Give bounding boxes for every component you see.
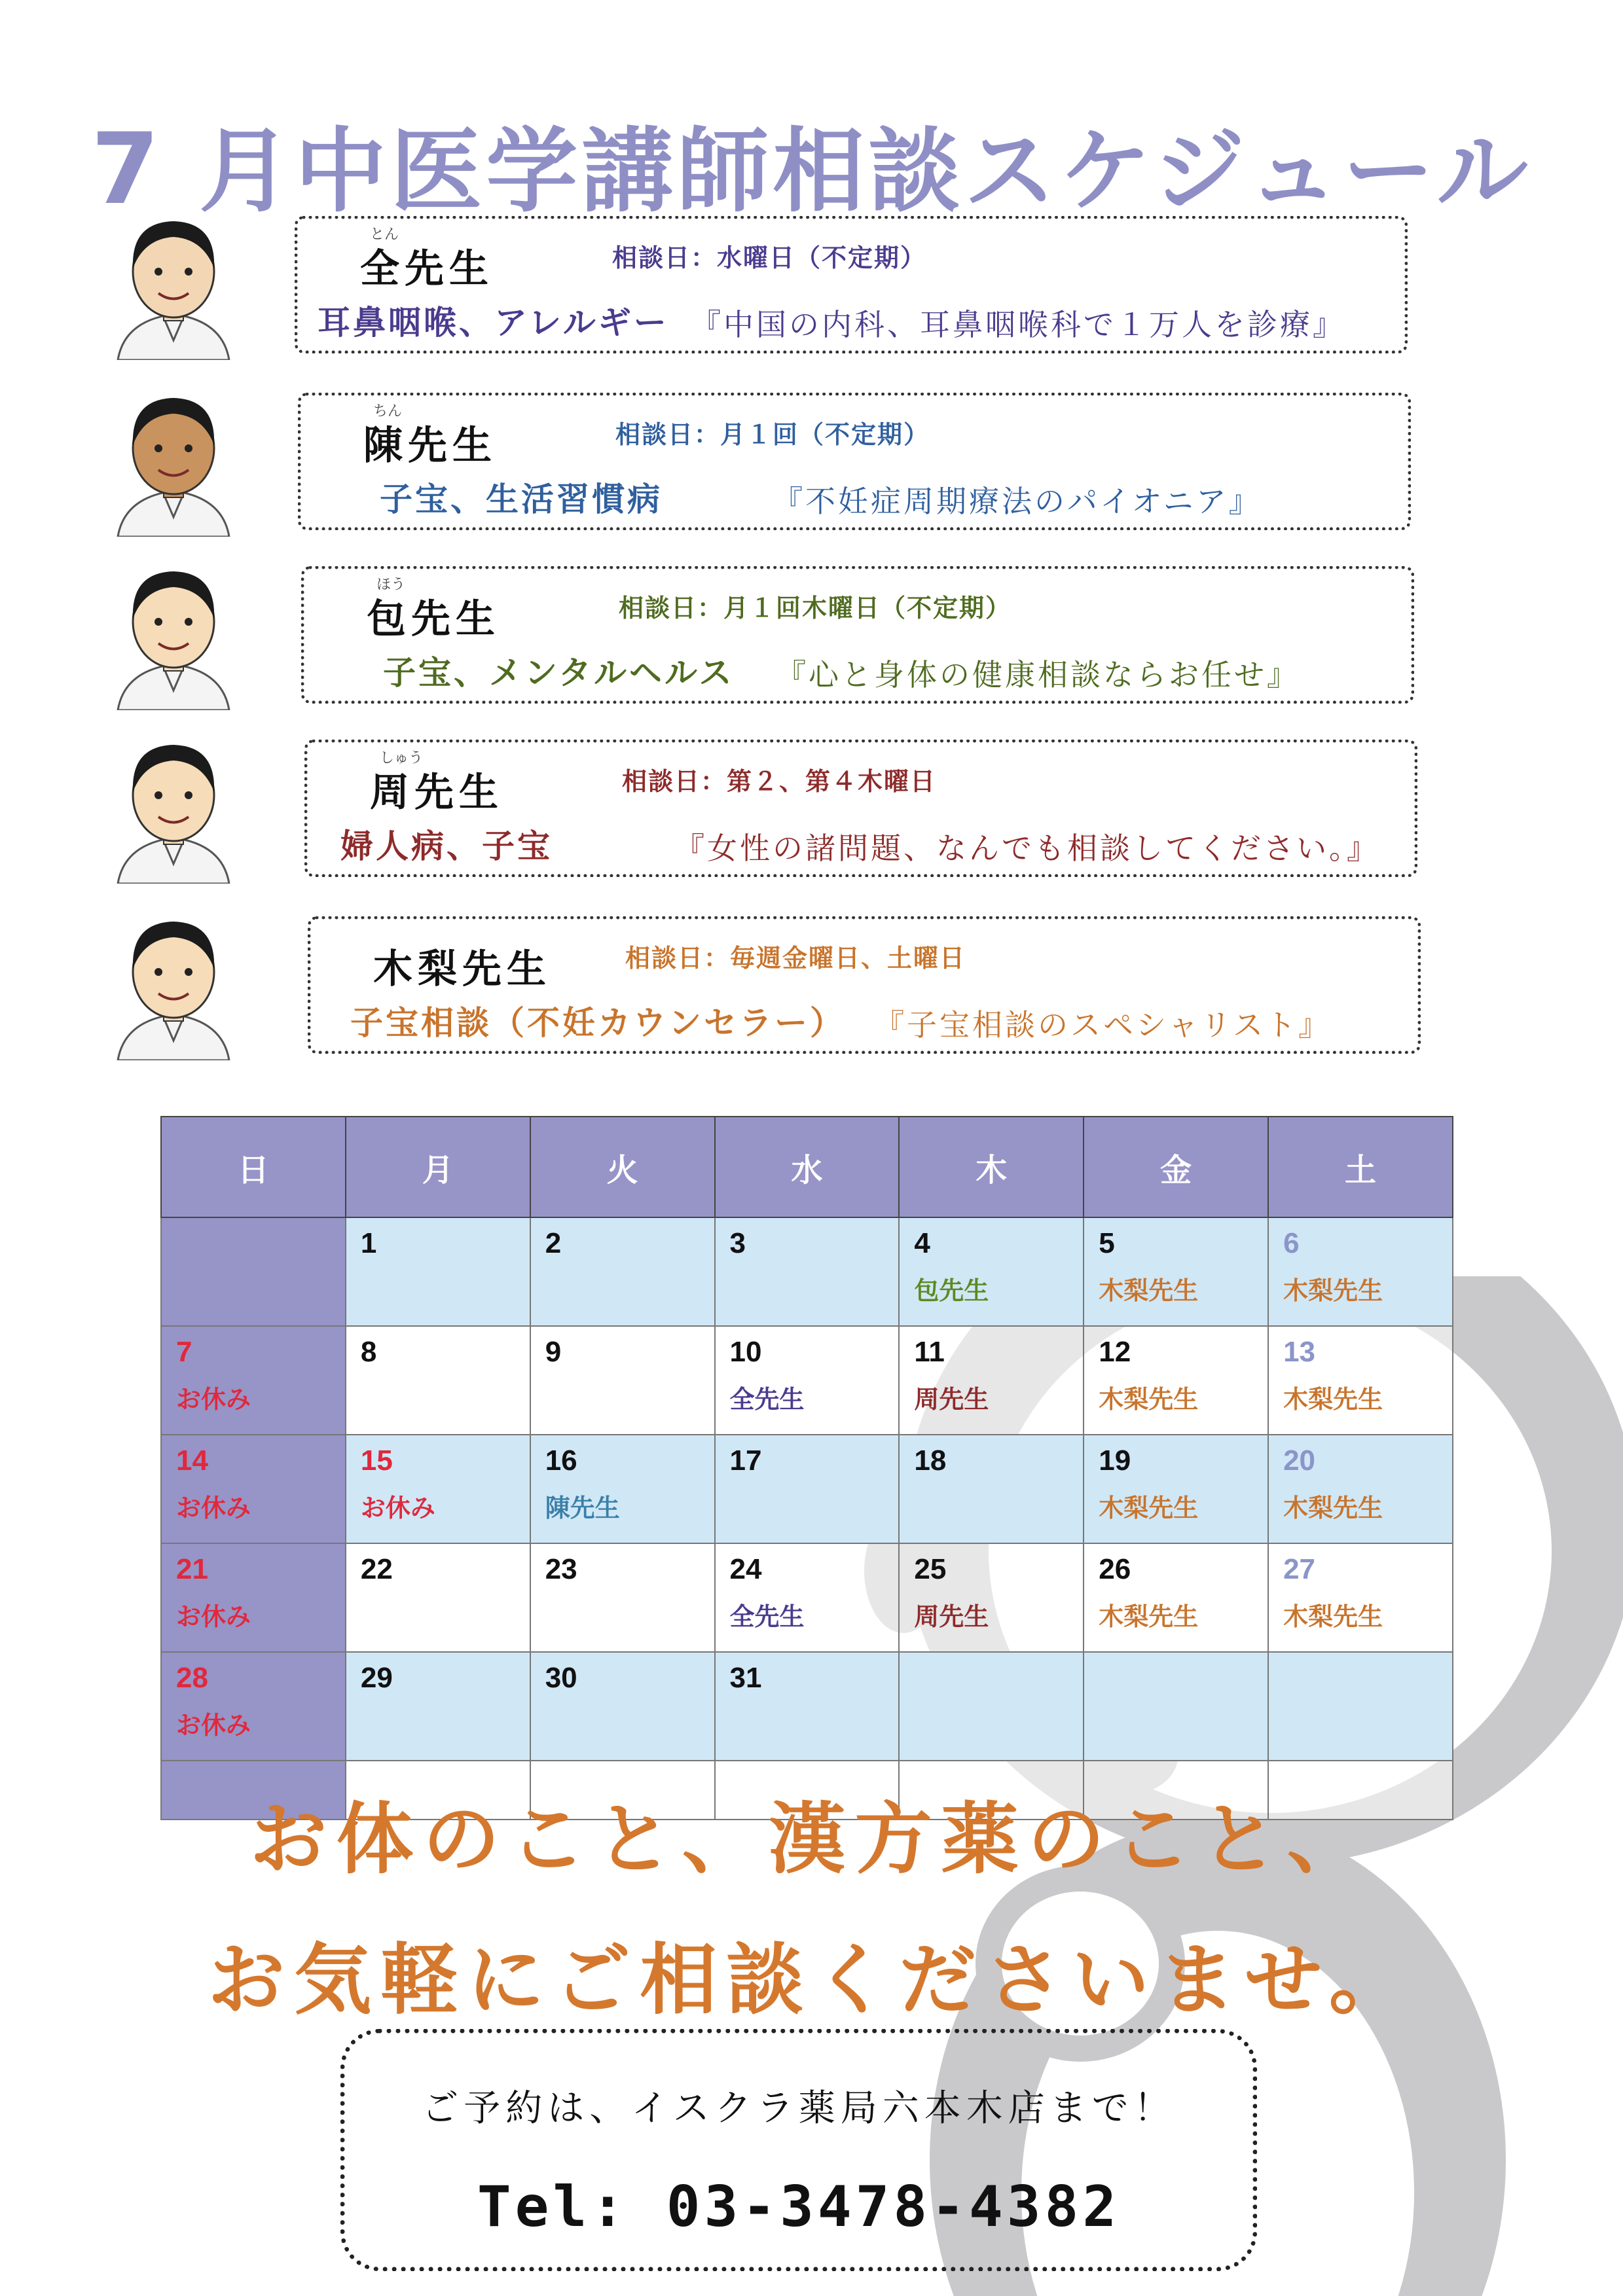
weekday-header: 水 xyxy=(715,1117,900,1217)
calendar-week-row xyxy=(161,1543,1453,1652)
calendar-day-cell xyxy=(161,1543,346,1652)
calendar-day-cell xyxy=(715,1652,900,1761)
doctor-specialty: 子宝相談（不妊カウンセラー） xyxy=(350,1004,845,1042)
doctor-row xyxy=(111,733,1421,890)
day-number: 20 xyxy=(1283,1444,1316,1477)
doctor-portrait-icon xyxy=(111,560,236,710)
calendar-week-row xyxy=(161,1326,1453,1435)
day-number: 12 xyxy=(1099,1336,1131,1368)
day-number: 4 xyxy=(914,1227,930,1259)
day-number: 3 xyxy=(729,1227,746,1259)
day-number: 24 xyxy=(729,1553,762,1585)
calendar-day-cell xyxy=(530,1435,715,1543)
day-event: 木梨先生 xyxy=(1099,1495,1199,1522)
weekday-header: 月 xyxy=(346,1117,530,1217)
day-number: 28 xyxy=(176,1662,208,1694)
day-number: 22 xyxy=(360,1553,393,1585)
calendar-day-cell xyxy=(715,1326,900,1435)
calendar-day-cell xyxy=(1268,1652,1453,1761)
calendar-day-cell xyxy=(346,1217,530,1326)
day-number: 17 xyxy=(729,1444,762,1477)
doctor-motto: 『心と身体の健康相談ならお任せ』 xyxy=(776,657,1300,692)
calendar-day-cell xyxy=(1084,1652,1268,1761)
doctor-card xyxy=(298,393,1411,530)
day-number: 29 xyxy=(360,1662,393,1694)
calendar-table xyxy=(160,1116,1453,1820)
doctor-row xyxy=(111,386,1421,543)
day-number: 15 xyxy=(360,1444,393,1477)
doctor-name: 包先生 xyxy=(367,596,500,642)
day-number: 7 xyxy=(176,1336,192,1368)
calendar-day-cell xyxy=(715,1217,900,1326)
day-number: 25 xyxy=(914,1553,947,1585)
day-event: お休み xyxy=(176,1604,251,1631)
day-event: お休み xyxy=(176,1712,251,1740)
doctor-card xyxy=(295,216,1408,353)
day-event: 周先生 xyxy=(914,1386,989,1414)
calendar-day-cell xyxy=(1268,1217,1453,1326)
consultation-days: 相談日：毎週金曜日、土曜日 xyxy=(625,944,966,973)
title-text: 月中医学講師相談スケジュール xyxy=(199,118,1532,225)
weekday-header: 木 xyxy=(899,1117,1084,1217)
calendar-day-cell xyxy=(1084,1543,1268,1652)
day-number: 6 xyxy=(1283,1227,1300,1259)
calendar-day-cell xyxy=(1084,1217,1268,1326)
day-number: 26 xyxy=(1099,1553,1131,1585)
day-number: 10 xyxy=(729,1336,762,1368)
day-number: 31 xyxy=(729,1662,762,1694)
day-number: 27 xyxy=(1283,1553,1316,1585)
day-number: 16 xyxy=(545,1444,577,1477)
day-event: 木梨先生 xyxy=(1099,1604,1199,1631)
doctor-motto: 『不妊症周期療法のパイオニア』 xyxy=(773,484,1262,519)
calendar-day-cell xyxy=(899,1326,1084,1435)
calendar-day-cell xyxy=(346,1326,530,1435)
day-event: 周先生 xyxy=(914,1604,989,1631)
day-number: 14 xyxy=(176,1444,208,1477)
day-event: 木梨先生 xyxy=(1283,1495,1383,1522)
weekday-header: 金 xyxy=(1084,1117,1268,1217)
weekday-header: 火 xyxy=(530,1117,715,1217)
doctor-name-ruby: ちん xyxy=(373,403,403,420)
day-event: 木梨先生 xyxy=(1283,1604,1383,1631)
day-number: 23 xyxy=(545,1553,577,1585)
day-number: 30 xyxy=(545,1662,577,1694)
doctor-row xyxy=(111,560,1421,717)
slogan-line-2: お気軽にご相談くださいませ。 xyxy=(208,1935,1415,2025)
calendar-week-row xyxy=(161,1217,1453,1326)
title-month: 7 xyxy=(91,113,164,226)
doctor-name-ruby: しゅう xyxy=(380,750,424,766)
doctor-card xyxy=(301,566,1414,704)
weekday-header: 土 xyxy=(1268,1117,1453,1217)
weekday-header: 日 xyxy=(161,1117,346,1217)
calendar-day-cell xyxy=(530,1543,715,1652)
doctor-motto: 『女性の諸問題、なんでも相談してください。』 xyxy=(674,831,1379,866)
calendar-week-row xyxy=(161,1435,1453,1543)
calendar-day-cell xyxy=(1268,1543,1453,1652)
doctor-name-ruby: とん xyxy=(370,226,399,243)
calendar-day-cell xyxy=(899,1435,1084,1543)
calendar-day-cell xyxy=(346,1652,530,1761)
calendar-day-cell xyxy=(161,1652,346,1761)
day-event: 陳先生 xyxy=(545,1495,620,1522)
calendar-header-row xyxy=(161,1117,1453,1217)
day-number: 11 xyxy=(914,1336,945,1368)
day-event: お休み xyxy=(176,1386,251,1414)
doctor-specialty: 子宝、生活習慣病 xyxy=(380,480,663,518)
calendar-day-cell xyxy=(1268,1435,1453,1543)
calendar-day-cell xyxy=(161,1326,346,1435)
day-event: お休み xyxy=(360,1495,435,1522)
calendar-day-cell xyxy=(161,1435,346,1543)
phone-number[interactable]: Tel: 03-3478-4382 xyxy=(477,2174,1121,2240)
consultation-days: 相談日：第２、第４木曜日 xyxy=(622,767,937,796)
doctor-specialty: 婦人病、子宝 xyxy=(340,827,553,865)
contact-box xyxy=(340,2029,1257,2271)
doctor-name: 周先生 xyxy=(370,770,503,816)
calendar-day-cell xyxy=(530,1217,715,1326)
doctor-portrait-icon xyxy=(111,910,236,1060)
day-event: 全先生 xyxy=(729,1604,805,1631)
calendar-day-cell xyxy=(899,1217,1084,1326)
day-number: 21 xyxy=(176,1553,208,1585)
day-event: 包先生 xyxy=(914,1278,989,1305)
reservation-text: ご予約は、イスクラ薬局六本木店まで！ xyxy=(422,2087,1176,2130)
calendar-day-cell xyxy=(530,1652,715,1761)
consultation-days: 相談日：水曜日（不定期） xyxy=(612,243,927,272)
day-number: 13 xyxy=(1283,1336,1316,1368)
calendar-day-cell xyxy=(1084,1326,1268,1435)
consultation-days: 相談日：月１回（不定期） xyxy=(615,420,930,449)
calendar-day-cell xyxy=(715,1543,900,1652)
day-number: 18 xyxy=(914,1444,947,1477)
doctor-portrait-icon xyxy=(111,733,236,884)
calendar-day-cell xyxy=(899,1652,1084,1761)
doctor-motto: 『中国の内科、耳鼻咽喉科で１万人を診療』 xyxy=(691,307,1345,342)
doctor-card xyxy=(304,740,1417,877)
doctor-specialty: 耳鼻咽喉、アレルギー xyxy=(318,304,669,342)
doctor-specialty: 子宝、メンタルヘルス xyxy=(383,654,735,692)
calendar-week-row xyxy=(161,1652,1453,1761)
doctor-card xyxy=(308,916,1421,1054)
doctor-name-ruby: ほう xyxy=(376,577,406,593)
doctor-name: 木梨先生 xyxy=(373,946,551,992)
day-event: 全先生 xyxy=(729,1386,805,1414)
doctor-name: 全先生 xyxy=(360,246,494,292)
calendar-day-cell xyxy=(715,1435,900,1543)
doctor-portrait-icon xyxy=(111,209,236,360)
day-number: 5 xyxy=(1099,1227,1115,1259)
day-event: 木梨先生 xyxy=(1283,1278,1383,1305)
calendar-day-cell xyxy=(899,1543,1084,1652)
doctor-name: 陳先生 xyxy=(363,423,497,469)
calendar-day-cell xyxy=(346,1435,530,1543)
consultation-days: 相談日：月１回木曜日（不定期） xyxy=(619,594,1012,622)
calendar-day-cell xyxy=(530,1326,715,1435)
day-number: 19 xyxy=(1099,1444,1131,1477)
doctor-row xyxy=(111,910,1421,1067)
doctor-motto: 『子宝相談のスペシャリスト』 xyxy=(874,1007,1332,1043)
calendar-day-cell xyxy=(161,1217,346,1326)
day-number: 1 xyxy=(360,1227,377,1259)
day-event: 木梨先生 xyxy=(1283,1386,1383,1414)
day-event: お休み xyxy=(176,1495,251,1522)
slogan-line-1: お体のこと、漢方薬のこと、 xyxy=(249,1794,1374,1884)
day-number: 2 xyxy=(545,1227,562,1259)
calendar-body xyxy=(161,1217,1453,1820)
calendar-day-cell xyxy=(1268,1326,1453,1435)
day-event: 木梨先生 xyxy=(1099,1278,1199,1305)
doctor-row xyxy=(111,209,1421,367)
doctor-portrait-icon xyxy=(111,386,236,537)
day-number: 9 xyxy=(545,1336,562,1368)
day-number: 8 xyxy=(360,1336,377,1368)
calendar-day-cell xyxy=(346,1543,530,1652)
calendar-day-cell xyxy=(1084,1435,1268,1543)
day-event: 木梨先生 xyxy=(1099,1386,1199,1414)
